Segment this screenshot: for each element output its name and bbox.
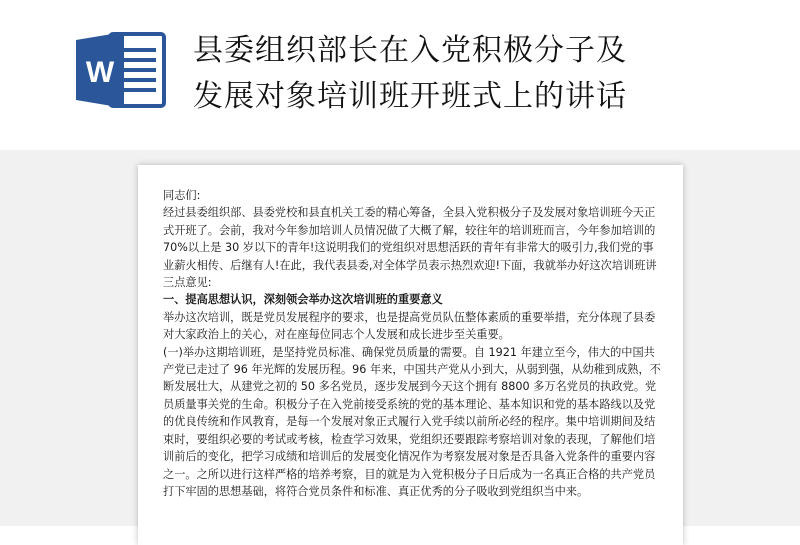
paragraph: 经过县委组织部、县委党校和县直机关工委的精心筹备，全县入党积极分子及发展对象培训班今天正式开班了。会前，我对今年参加培训人员情况做了大概了解，较往年的培训班而言，今年参加培训的 70%以上是 30 岁以下的青年!这说明我们的党组织对思想活跃的青年有非常大的吸引力,我们党的事业薪火相传、后继有人!在此，我代表县委,对全体学员表示热烈欢迎!下面，我就举办好这次培训班讲三点意见: [163, 206, 657, 290]
section-heading: 一、提高思想认识，深刻领会举办这次培训班的重要意义 [163, 293, 443, 307]
title-line-1: 县委组织部长在入党积极分子及 [193, 33, 627, 68]
page-title [193, 28, 793, 120]
word-icon [72, 28, 168, 112]
paragraph: 举办这次培训，既是党员发展程序的要求，也是提高党员队伍整体素质的重要举措，充分体现了县委对大家政治上的关心，对在座每位同志个人发展和成长进步至关重要。 [163, 310, 656, 342]
salutation: 同志们: [163, 189, 201, 202]
paragraph: (一)举办这期培训班，是坚持党员标准、确保党员质量的需要。自 1921 年建立至今，伟大的中国共产党已走过了 96 年光辉的发展历程。96 年来，中国共产党从小到大，从弱到强，从幼稚到成熟，不断发展壮大，从建党之初的 50 多名党员，逐步发展到今天这个拥有 8800 多万名党员的执政党。党员质量事关党的生命。积极分子在入党前接受系统的党的基本理论、基本知识和党的基本路线以及党的优良传统和作风教育，是每一个发展对象正式履行入党手续以前所必经的程序。集中培训期间及结束时，要组织必要的考试或考核，检查学习效果，党组织还要跟踪考察培训对象的表现，了解他们培训前后的变化，把学习成绩和培训后的发展变化情况作为考察发展对象是否具备入党条件的重要内容之一。之所以进行这样严格的培养考察，目的就是为入党积极分子日后成为一名真正合格的共产党员打下牢固的思想基础，将符合党员条件和标准、真正优秀的分子吸收到党组织当中来。 [163, 345, 661, 498]
document-body [163, 187, 663, 500]
header [0, 0, 800, 150]
svg-text:W: W [85, 56, 115, 89]
title-line-2: 发展对象培训班开班式上的讲话 [193, 79, 627, 114]
document-page [138, 165, 683, 545]
